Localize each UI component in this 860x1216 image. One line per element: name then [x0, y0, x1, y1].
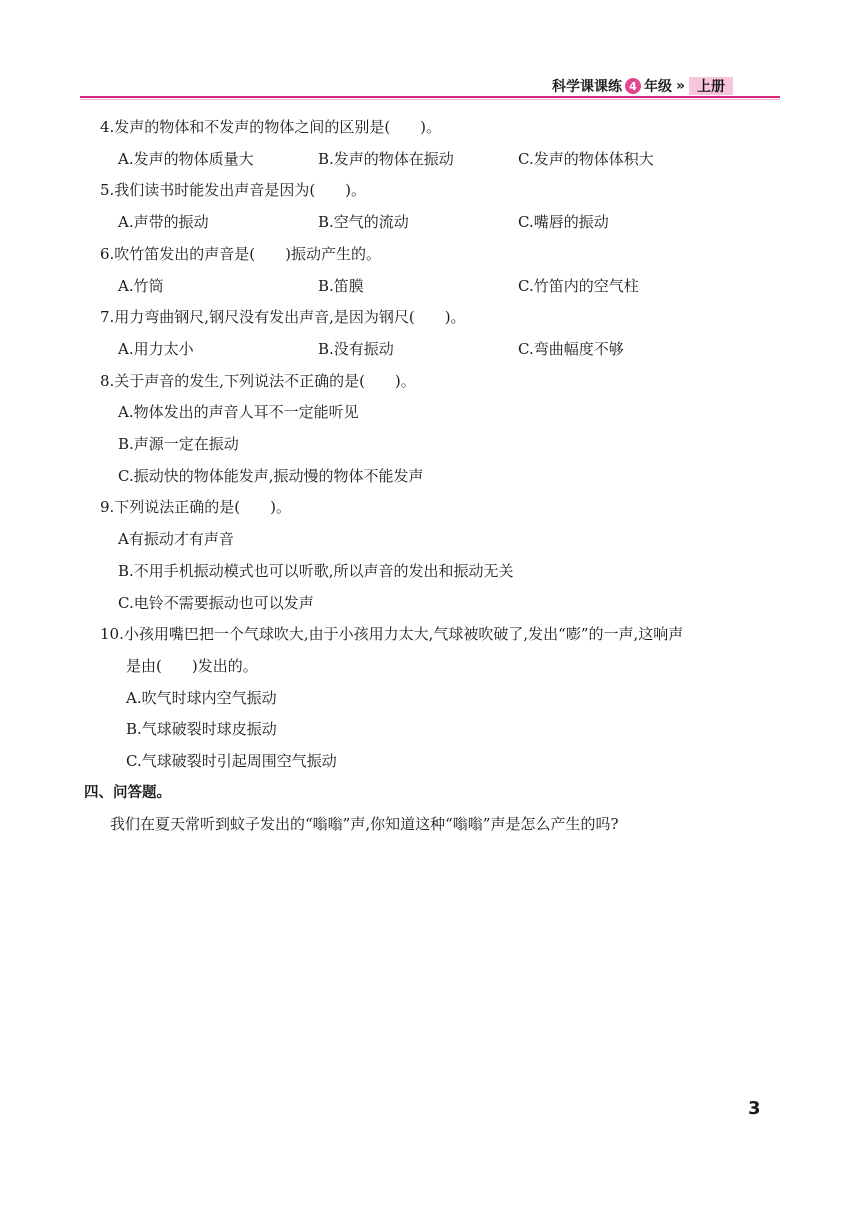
page-number: 3 — [748, 1098, 761, 1119]
header-divider — [80, 96, 780, 98]
volume-label: 上册 — [689, 77, 733, 95]
options-row — [100, 207, 780, 239]
page-header — [0, 0, 860, 100]
question-stem: 5.我们读书时能发出声音是因为( )。 — [100, 181, 367, 200]
option-a: A.用力太小 — [118, 339, 194, 358]
question-stem: 8.关于声音的发生,下列说法不正确的是( )。 — [100, 371, 416, 390]
question-5 — [100, 175, 780, 238]
double-chevron-icon: » — [676, 78, 686, 94]
question-stem: 6.吹竹笛发出的声音是( )振动产生的。 — [100, 244, 382, 263]
option-c: C.竹笛内的空气柱 — [518, 276, 639, 295]
option-b: B.发声的物体在振动 — [318, 149, 454, 168]
option-a: A.竹筒 — [118, 276, 164, 295]
question-stem: 4.发声的物体和不发声的物体之间的区别是( )。 — [100, 118, 442, 136]
worksheet-content — [84, 112, 780, 841]
option-a: A.发声的物体质量大 — [118, 149, 254, 168]
question-9 — [100, 492, 780, 619]
book-brand — [552, 76, 733, 96]
header-divider-shadow — [80, 99, 780, 100]
option-c: C.弯曲幅度不够 — [518, 339, 624, 358]
options-row — [100, 144, 780, 176]
option-a: A有振动才有声音 — [118, 530, 234, 549]
option-b: B.空气的流动 — [318, 213, 409, 232]
options-row — [100, 271, 780, 303]
grade-label: 年级 — [644, 79, 672, 95]
question-stem: 9.下列说法正确的是( )。 — [100, 498, 292, 517]
section-heading: 四、问答题。 — [84, 784, 171, 801]
option-b: B.不用手机振动模式也可以听歌,所以声音的发出和振动无关 — [118, 561, 514, 580]
question-4 — [100, 112, 780, 175]
essay-question: 我们在夏天常听到蚊子发出的“嗡嗡”声,你知道这种“嗡嗡”声是怎么产生的吗? — [110, 815, 619, 834]
question-10 — [100, 619, 780, 778]
option-c: C.发声的物体体积大 — [518, 149, 654, 168]
question-stem: 10.小孩用嘴巴把一个气球吹大,由于小孩用力太大,气球被吹破了,发出“嘭”的一声,这响声 — [100, 625, 684, 644]
question-8 — [100, 366, 780, 493]
question-7 — [100, 302, 780, 365]
question-6 — [100, 239, 780, 302]
option-a: A.吹气时球内空气振动 — [126, 688, 277, 707]
option-c: C.电铃不需要振动也可以发声 — [118, 593, 314, 612]
question-stem-continued: 是由( )发出的。 — [126, 656, 258, 675]
option-b: B.没有振动 — [318, 339, 394, 358]
option-a: A.物体发出的声音人耳不一定能听见 — [118, 403, 359, 422]
book-title: 科学课课练 — [552, 79, 622, 95]
option-b: B.声源一定在振动 — [118, 435, 239, 454]
option-b: B.气球破裂时球皮振动 — [126, 720, 277, 739]
question-stem: 7.用力弯曲钢尺,钢尺没有发出声音,是因为钢尺( )。 — [100, 308, 466, 327]
option-c: C.气球破裂时引起周围空气振动 — [126, 752, 337, 771]
option-c: C.振动快的物体能发声,振动慢的物体不能发声 — [118, 466, 424, 485]
option-c: C.嘴唇的振动 — [518, 213, 609, 232]
option-b: B.笛膜 — [318, 276, 364, 295]
grade-badge: 4 — [625, 78, 641, 94]
option-a: A.声带的振动 — [118, 213, 209, 232]
options-row — [100, 334, 780, 366]
